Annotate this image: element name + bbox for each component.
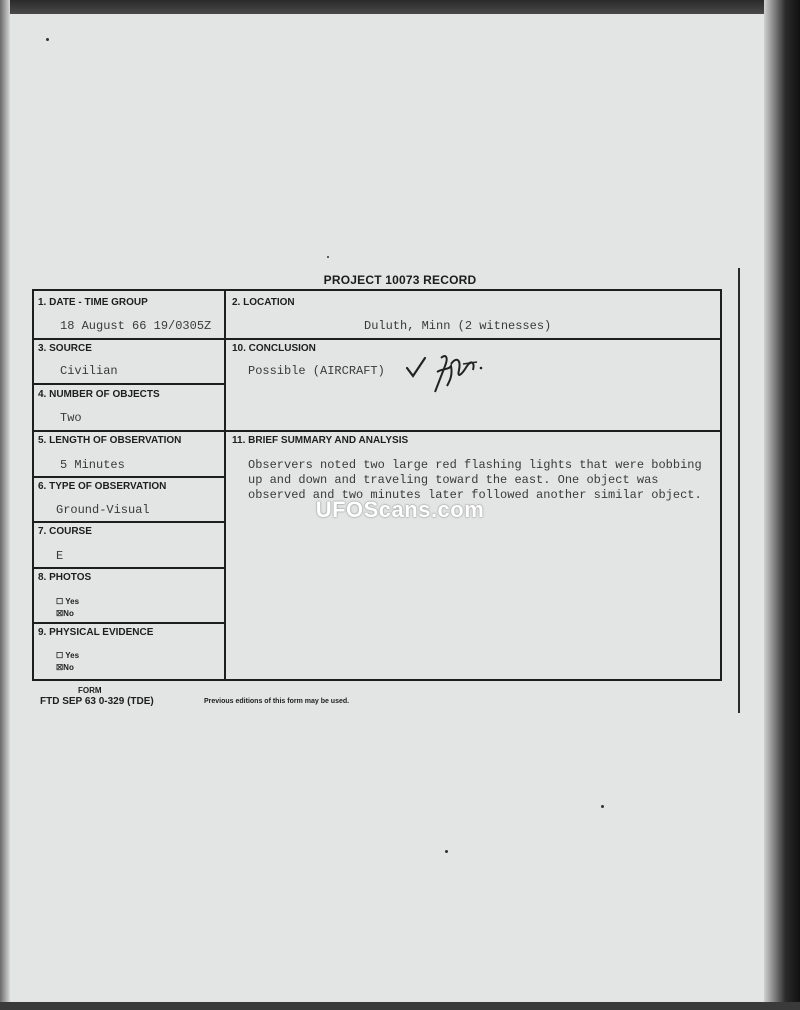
conclusion-value: Possible (AIRCRAFT) [248, 364, 385, 378]
type-label: 6. TYPE OF OBSERVATION [38, 481, 167, 492]
summary-label: 11. BRIEF SUMMARY AND ANALYSIS [232, 435, 409, 446]
type-value: Ground-Visual [56, 503, 150, 517]
course-label: 7. COURSE [38, 526, 92, 537]
summary-line: up and down and traveling toward the east. One object was [248, 473, 659, 487]
row-divider [34, 622, 224, 624]
margin-line [738, 268, 740, 713]
scan-edge-top [0, 0, 800, 14]
course-value: E [56, 549, 64, 563]
record-form [32, 289, 722, 681]
location-value: Duluth, Minn (2 witnesses) [364, 319, 552, 333]
summary-line: Observers noted two large red flashing lights that were bobbing [248, 458, 702, 472]
physical-no-checkbox: ☒No [56, 663, 74, 672]
physical-yes-checkbox: ☐ Yes [56, 651, 80, 660]
length-value: 5 Minutes [60, 458, 125, 472]
row-divider [34, 430, 720, 432]
date-time-label: 1. DATE - TIME GROUP [38, 297, 148, 308]
row-divider [34, 383, 224, 385]
date-time-value: 18 August 66 19/0305Z [60, 319, 212, 333]
length-label: 5. LENGTH OF OBSERVATION [38, 435, 182, 446]
source-value: Civilian [60, 364, 118, 378]
footer-note: Previous editions of this form may be used. [204, 698, 350, 705]
photos-no-checkbox: ☒No [56, 609, 74, 618]
speck [601, 805, 604, 808]
conclusion-label: 10. CONCLUSION [232, 343, 316, 354]
row-divider [34, 338, 720, 340]
handwritten-initials-signature [405, 352, 485, 396]
photos-label: 8. PHOTOS [38, 572, 92, 583]
row-divider [34, 567, 224, 569]
footer-form-word: FORM [78, 686, 102, 695]
speck [46, 38, 49, 41]
scan-edge-bottom [0, 1002, 800, 1010]
num-objects-label: 4. NUMBER OF OBJECTS [38, 389, 160, 400]
footer-form-number: FTD SEP 63 0-329 (TDE) [40, 696, 154, 707]
photos-yes-checkbox: ☐ Yes [56, 597, 80, 606]
form-title: PROJECT 10073 RECORD [323, 273, 477, 287]
watermark: UFOScans.com [315, 497, 485, 522]
speck [327, 256, 329, 258]
row-divider [34, 476, 224, 478]
speck [445, 850, 448, 853]
source-label: 3. SOURCE [38, 343, 92, 354]
summary-line: observed and two minutes later followed another similar object. [248, 488, 702, 502]
physical-evidence-label: 9. PHYSICAL EVIDENCE [38, 627, 154, 638]
num-objects-value: Two [60, 411, 82, 425]
location-label: 2. LOCATION [232, 297, 295, 308]
column-divider [224, 291, 226, 679]
